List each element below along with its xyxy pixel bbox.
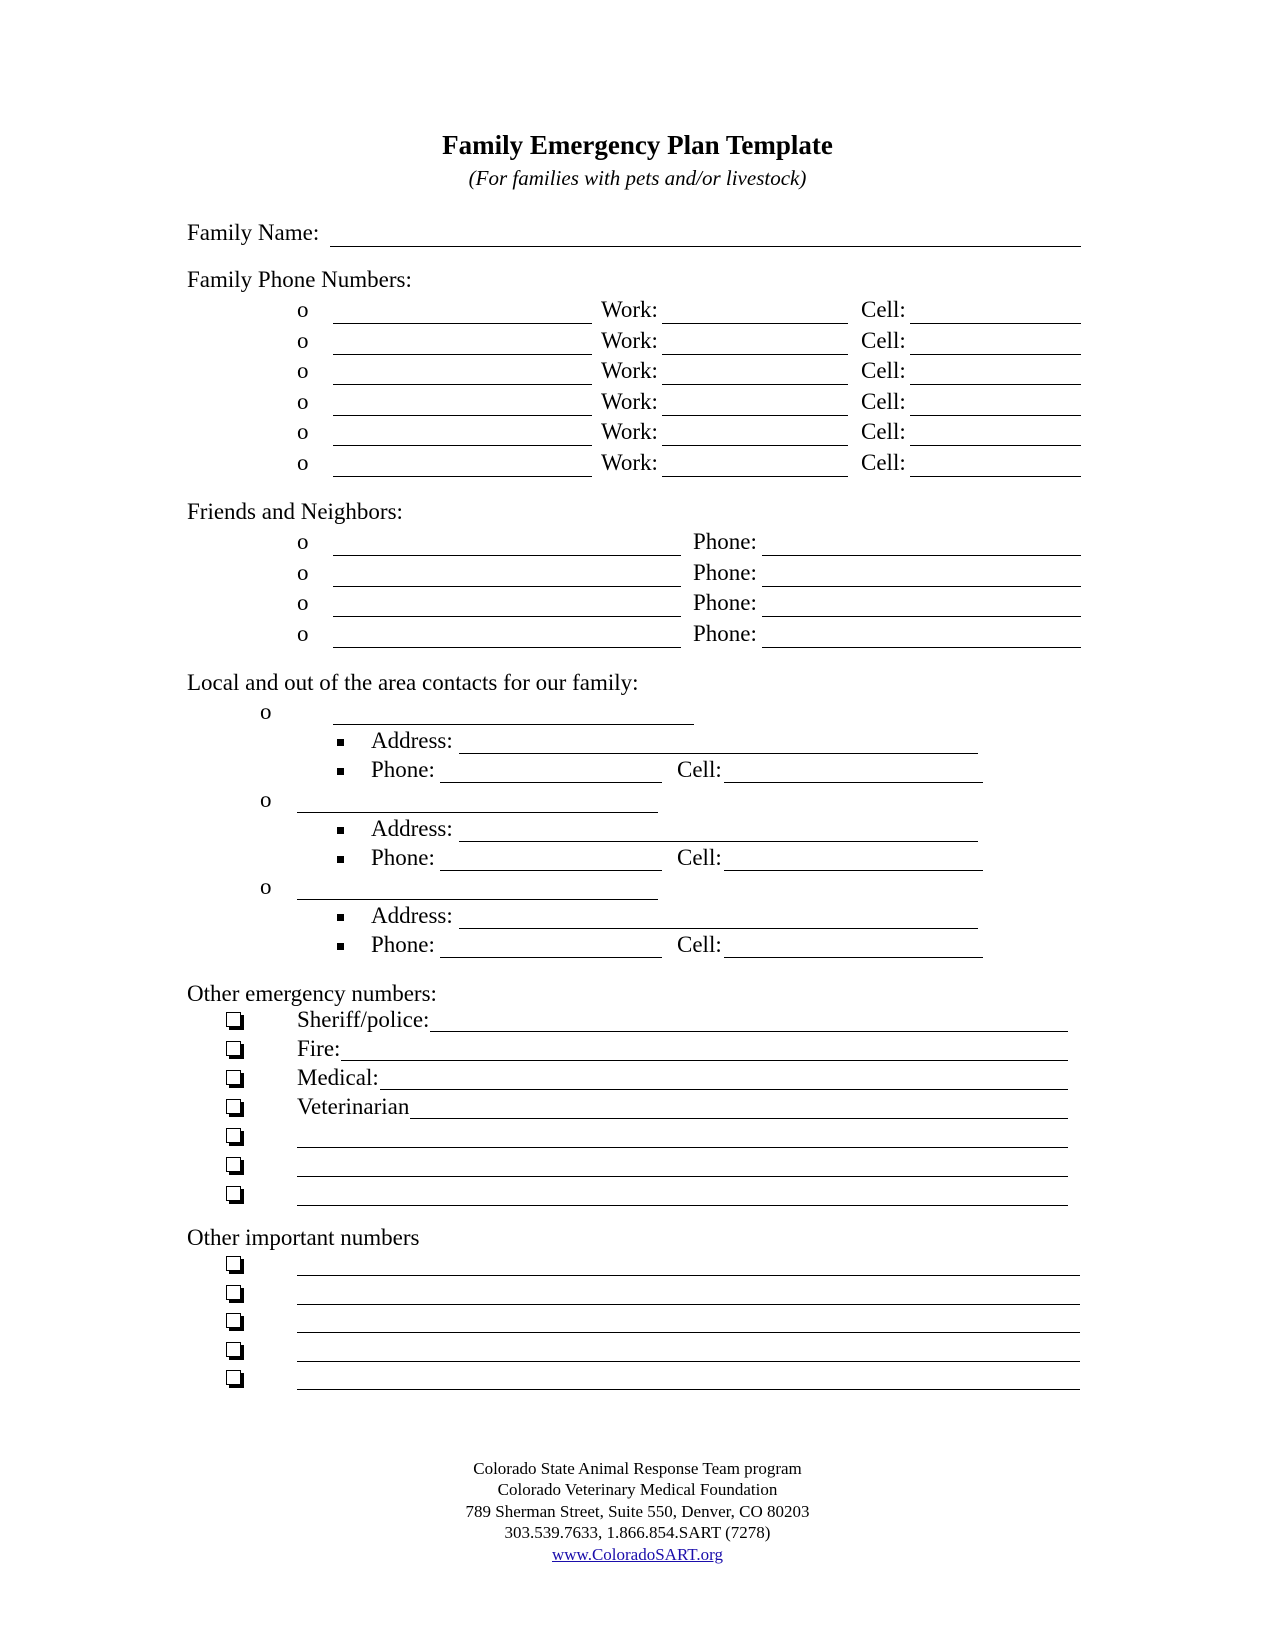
name-field[interactable] <box>333 555 681 556</box>
address-field[interactable] <box>459 928 978 929</box>
work-field[interactable] <box>662 476 848 477</box>
checkbox[interactable] <box>226 1157 241 1172</box>
important-number-field[interactable] <box>297 1332 1080 1333</box>
emergency-number-field[interactable] <box>380 1089 1068 1090</box>
emergency-number-field[interactable] <box>297 1176 1068 1177</box>
contact-name-field[interactable] <box>333 724 694 725</box>
work-label: Work: <box>601 388 658 414</box>
contacts-heading: Local and out of the area contacts for our family: <box>187 670 639 695</box>
name-field[interactable] <box>333 354 592 355</box>
square-bullet <box>337 914 344 921</box>
cell-label: Cell: <box>861 297 906 322</box>
name-field[interactable] <box>333 647 681 648</box>
list-bullet: o <box>297 297 309 322</box>
cell-label: Cell: <box>861 449 906 475</box>
list-bullet: o <box>260 874 272 899</box>
phone-field[interactable] <box>762 616 1081 617</box>
family-phone-heading: Family Phone Numbers: <box>187 267 412 292</box>
contact-name-field[interactable] <box>297 812 658 813</box>
emergency-number-field[interactable] <box>410 1118 1068 1119</box>
phone-label: Phone: <box>371 757 435 782</box>
emergency-heading: Other emergency numbers: <box>187 981 437 1006</box>
work-label: Work: <box>601 419 658 444</box>
cell-label: Cell: <box>677 844 722 870</box>
name-field[interactable] <box>333 616 681 617</box>
cell-field[interactable] <box>910 476 1081 477</box>
cell-label: Cell: <box>861 419 906 444</box>
phone-label: Phone: <box>371 844 435 870</box>
checkbox[interactable] <box>226 1012 241 1027</box>
address-field[interactable] <box>459 841 978 842</box>
work-field[interactable] <box>662 354 848 355</box>
emergency-number-field[interactable] <box>430 1031 1068 1032</box>
list-bullet: o <box>297 590 309 615</box>
list-bullet: o <box>297 327 309 353</box>
important-number-field[interactable] <box>297 1275 1080 1276</box>
cell-field[interactable] <box>724 870 983 871</box>
list-bullet: o <box>297 419 309 444</box>
cell-label: Cell: <box>677 932 722 957</box>
list-bullet: o <box>297 620 309 646</box>
phone-field[interactable] <box>762 647 1081 648</box>
emergency-number-field[interactable] <box>297 1147 1068 1148</box>
address-label: Address: <box>371 815 453 841</box>
checkbox[interactable] <box>226 1070 241 1085</box>
name-field[interactable] <box>333 476 592 477</box>
square-bullet <box>337 943 344 950</box>
cell-field[interactable] <box>910 415 1081 416</box>
footer-line-1: Colorado State Animal Response Team program <box>473 1459 802 1478</box>
page-subtitle: (For families with pets and/or livestock) <box>468 166 807 190</box>
emergency-item-label: Sheriff/police: <box>297 1007 430 1032</box>
cell-label: Cell: <box>861 358 906 383</box>
footer-line-2: Colorado Veterinary Medical Foundation <box>497 1480 778 1499</box>
important-number-field[interactable] <box>297 1389 1080 1390</box>
cell-field[interactable] <box>910 445 1081 446</box>
checkbox[interactable] <box>226 1370 241 1385</box>
address-field[interactable] <box>459 753 978 754</box>
checkbox[interactable] <box>226 1256 241 1271</box>
footer-line-4: 303.539.7633, 1.866.854.SART (7278) <box>504 1523 771 1542</box>
page-title: Family Emergency Plan Template <box>442 130 833 160</box>
square-bullet <box>337 827 344 834</box>
list-bullet: o <box>297 388 309 414</box>
square-bullet <box>337 739 344 746</box>
checkbox[interactable] <box>226 1285 241 1300</box>
cell-label: Cell: <box>677 757 722 782</box>
cell-label: Cell: <box>861 327 906 353</box>
emergency-number-field[interactable] <box>297 1205 1068 1206</box>
name-field[interactable] <box>333 415 592 416</box>
website-link[interactable]: www.ColoradoSART.org <box>551 1545 724 1564</box>
checkbox[interactable] <box>226 1128 241 1143</box>
work-label: Work: <box>601 358 658 383</box>
emergency-item-label: Medical: <box>297 1065 379 1090</box>
work-label: Work: <box>601 449 658 475</box>
phone-label: Phone: <box>371 932 435 957</box>
phone-label: Phone: <box>693 590 757 615</box>
address-label: Address: <box>371 903 453 928</box>
phone-field[interactable] <box>440 782 662 783</box>
footer-line-3: 789 Sherman Street, Suite 550, Denver, CO 80203 <box>465 1502 810 1521</box>
important-heading: Other important numbers <box>187 1225 420 1250</box>
list-bullet: o <box>297 358 309 383</box>
list-bullet: o <box>260 786 272 812</box>
contact-name-field[interactable] <box>297 899 658 900</box>
emergency-item-label: Veterinarian <box>297 1094 410 1119</box>
emergency-item-label: Fire: <box>297 1036 341 1061</box>
family-name-field[interactable] <box>330 246 1081 247</box>
phone-label: Phone: <box>693 529 757 554</box>
cell-field[interactable] <box>910 354 1081 355</box>
work-label: Work: <box>601 297 658 322</box>
important-number-field[interactable] <box>297 1304 1080 1305</box>
phone-field[interactable] <box>440 870 662 871</box>
work-field[interactable] <box>662 415 848 416</box>
address-label: Address: <box>371 728 453 753</box>
name-field[interactable] <box>333 323 592 324</box>
friends-heading: Friends and Neighbors: <box>187 499 403 524</box>
name-field[interactable] <box>333 445 592 446</box>
phone-field[interactable] <box>762 555 1081 556</box>
square-bullet <box>337 856 344 863</box>
cell-field[interactable] <box>910 323 1081 324</box>
list-bullet: o <box>297 529 309 554</box>
phone-label: Phone: <box>693 559 757 585</box>
cell-field[interactable] <box>910 384 1081 385</box>
name-field[interactable] <box>333 384 592 385</box>
list-bullet: o <box>260 699 272 724</box>
work-label: Work: <box>601 327 658 353</box>
work-field[interactable] <box>662 323 848 324</box>
square-bullet <box>337 768 344 775</box>
cell-field[interactable] <box>724 782 983 783</box>
checkbox[interactable] <box>226 1041 241 1056</box>
checkbox[interactable] <box>226 1313 241 1328</box>
checkbox[interactable] <box>226 1186 241 1201</box>
work-field[interactable] <box>662 384 848 385</box>
list-bullet: o <box>297 559 309 585</box>
list-bullet: o <box>297 449 309 475</box>
checkbox[interactable] <box>226 1342 241 1357</box>
checkbox[interactable] <box>226 1099 241 1114</box>
phone-label: Phone: <box>693 620 757 646</box>
important-number-field[interactable] <box>297 1361 1080 1362</box>
phone-field[interactable] <box>762 586 1081 587</box>
cell-label: Cell: <box>861 388 906 414</box>
work-field[interactable] <box>662 445 848 446</box>
cell-field[interactable] <box>724 957 983 958</box>
phone-field[interactable] <box>440 957 662 958</box>
family-name-label: Family Name: <box>187 220 320 245</box>
name-field[interactable] <box>333 586 681 587</box>
emergency-number-field[interactable] <box>341 1060 1068 1061</box>
